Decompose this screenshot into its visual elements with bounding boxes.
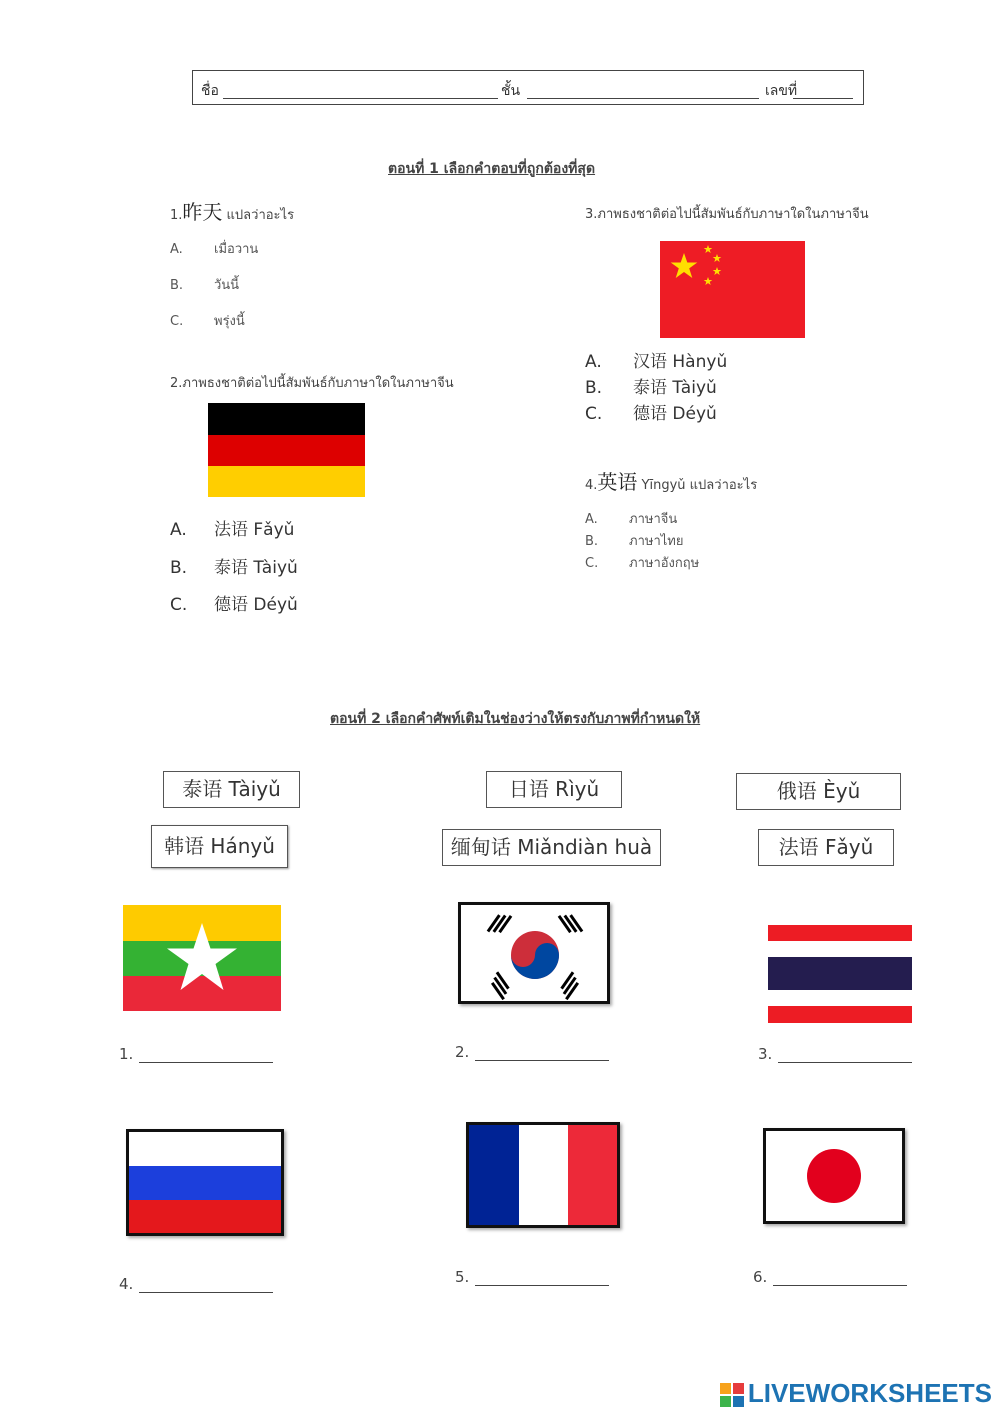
france-flag	[466, 1122, 620, 1228]
q4-option-b[interactable]: B. ภาษาไทย	[585, 534, 684, 549]
class-label: ชั้น	[501, 83, 521, 99]
name-label: ชื่อ	[201, 83, 219, 99]
q4-option-a[interactable]: A. ภาษาจีน	[585, 512, 678, 527]
q3-option-b[interactable]: B. 泰语 Tàiyǔ	[585, 378, 717, 398]
myanmar-flag	[123, 905, 281, 1011]
q1-option-a[interactable]: A. เมื่อวาน	[170, 242, 259, 257]
thailand-flag	[768, 925, 912, 1023]
liveworksheets-logo-icon	[720, 1383, 744, 1407]
blank-6[interactable]: 6.	[753, 1268, 907, 1286]
q2-option-c[interactable]: C. 德语 Déyǔ	[170, 595, 298, 615]
blank-4[interactable]: 4.	[119, 1275, 273, 1293]
question-4-pinyin: Yīngyǔ	[641, 478, 686, 493]
word-card-burmese[interactable]: 缅甸话 Miǎndiàn huà	[442, 829, 661, 866]
q3-option-a[interactable]: A. 汉语 Hànyǔ	[585, 352, 728, 372]
china-flag	[660, 241, 805, 338]
question-1-number: 1.	[170, 208, 183, 223]
q1-option-b[interactable]: B. วันนี้	[170, 278, 240, 293]
question-1	[170, 196, 294, 225]
question-3: 3.ภาพธงชาติต่อไปนี้สัมพันธ์กับภาษาใดในภาษาจีน	[585, 207, 869, 222]
blank-2[interactable]: 2.	[455, 1043, 609, 1061]
q2-option-a[interactable]: A. 法语 Fǎyǔ	[170, 520, 295, 540]
blank-1[interactable]: 1.	[119, 1045, 273, 1063]
south-korea-flag	[458, 902, 610, 1004]
q3-option-c[interactable]: C. 德语 Déyǔ	[585, 404, 717, 424]
russia-flag	[126, 1129, 284, 1236]
germany-flag	[208, 403, 365, 497]
question-4: 4.英语 Yīngyǔ แปลว่าอะไร	[585, 470, 758, 494]
part2-title: ตอนที่ 2 เลือกคำศัพท์เติมในช่องว่างให้ตรงกับภาพที่กำหนดให้	[330, 711, 701, 727]
word-card-korean[interactable]: 韩语 Hányǔ	[151, 825, 288, 868]
question-4-word: 英语	[597, 470, 638, 494]
word-card-russian[interactable]: 俄语 Èyǔ	[736, 773, 901, 810]
q4-option-c[interactable]: C. ภาษาอังกฤษ	[585, 556, 700, 571]
blank-3[interactable]: 3.	[758, 1045, 912, 1063]
number-label: เลขที่	[765, 83, 798, 99]
liveworksheets-logo: LIVEWORKSHEETS	[720, 1378, 992, 1409]
q2-option-b[interactable]: B. 泰语 Tàiyǔ	[170, 558, 298, 578]
word-card-french[interactable]: 法语 Fǎyǔ	[758, 829, 894, 866]
question-2: 2.ภาพธงชาติต่อไปนี้สัมพันธ์กับภาษาใดในภาษาจีน	[170, 376, 454, 391]
student-info-box	[192, 70, 864, 105]
q1-option-c[interactable]: C. พรุ่งนี้	[170, 314, 245, 329]
japan-flag	[763, 1128, 905, 1224]
blank-5[interactable]: 5.	[455, 1268, 609, 1286]
question-1-suffix: แปลว่าอะไร	[226, 208, 295, 223]
question-1-word: 昨天	[182, 200, 223, 224]
word-card-japanese[interactable]: 日语 Rìyǔ	[486, 771, 622, 808]
word-card-thai[interactable]: 泰语 Tàiyǔ	[163, 771, 300, 808]
part1-title: ตอนที่ 1 เลือกคำตอบที่ถูกต้องที่สุด	[388, 161, 596, 177]
